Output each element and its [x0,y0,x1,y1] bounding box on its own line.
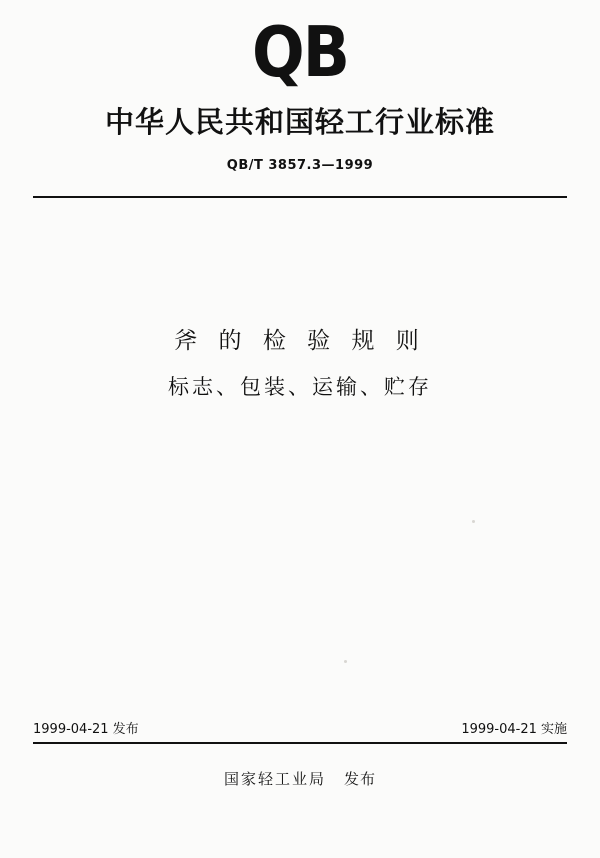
document-title-block [0,322,600,401]
document-title-sub: 标志、包装、运输、贮存 [168,375,432,399]
document-title-main: 斧 的 检 验 规 则 [174,328,426,354]
effective-date: 1999-04-21 实施 [461,722,567,737]
qb-logo-icon: QB [252,11,348,94]
paper-speck [472,520,475,523]
standard-number: QB/T 3857.3—1999 [226,158,374,173]
date-row [33,718,567,737]
publisher-line [0,768,600,789]
divider-top [33,196,567,198]
publisher-verb: 发布 [344,770,377,788]
page-title: 中华人民共和国轻工行业标准 [104,105,495,139]
divider-bottom [33,742,567,744]
issue-date: 1999-04-21 发布 [33,722,139,737]
paper-speck [344,660,347,663]
publisher-name: 国家轻工业局 [223,770,326,788]
